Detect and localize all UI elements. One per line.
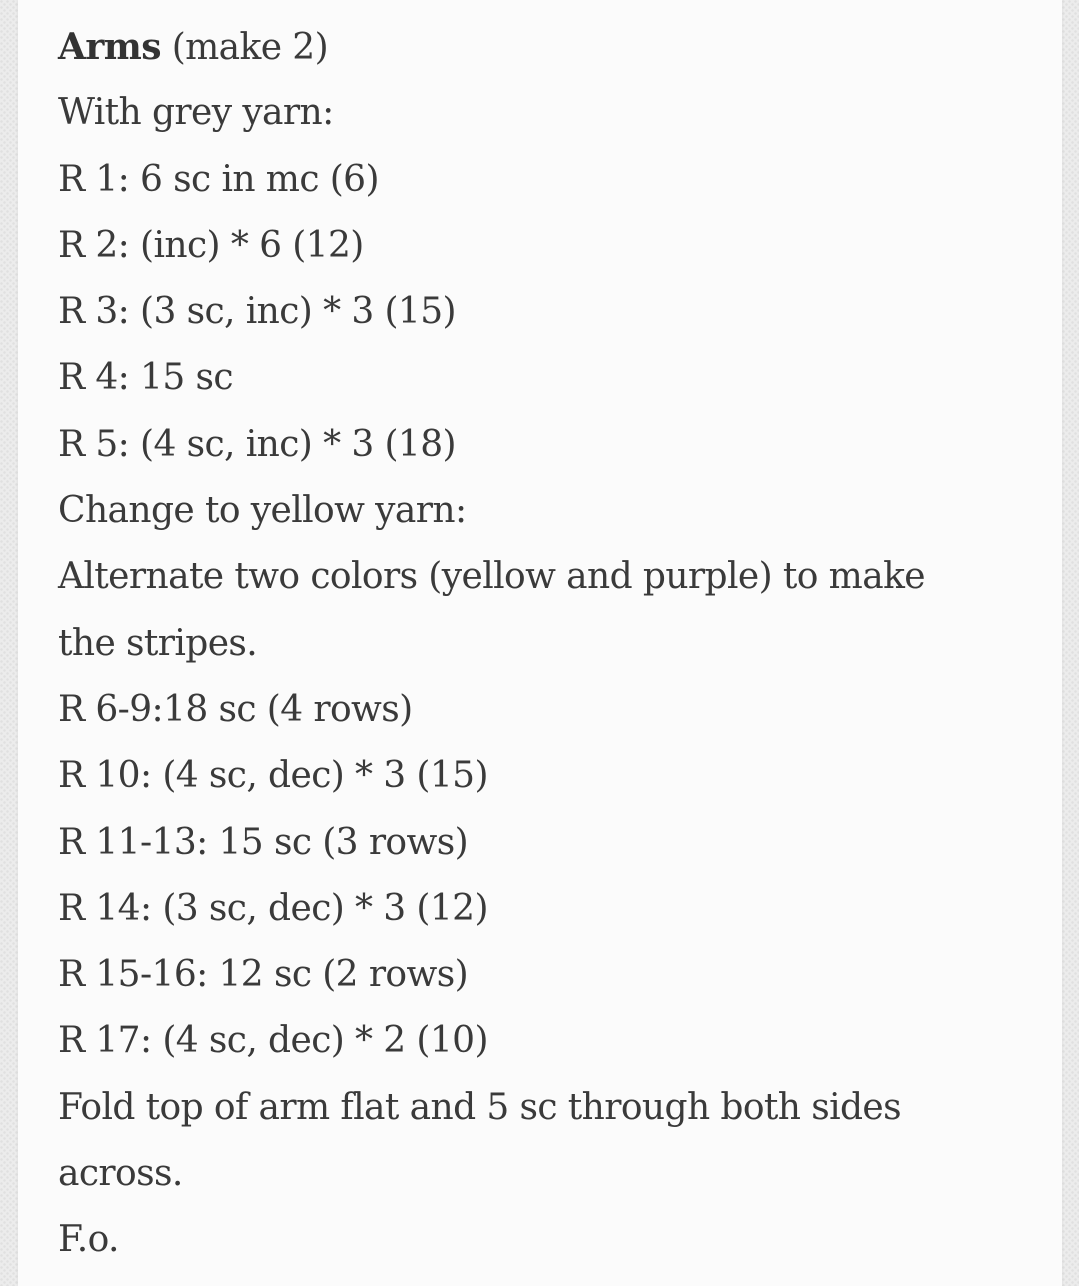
pattern-line: With grey yarn: <box>58 92 334 134</box>
pattern-line: R 4: 15 sc <box>58 357 233 399</box>
pattern-line: the stripes. <box>58 622 258 664</box>
heading-note: (make 2) <box>160 27 329 68</box>
pattern-line: Fold top of arm flat and 5 sc through both sides <box>58 1086 902 1128</box>
pattern-line: R 14: (3 sc, dec) * 3 (12) <box>58 887 488 929</box>
pattern-line: across. <box>58 1153 183 1195</box>
pattern-line: R 15-16: 12 sc (2 rows) <box>58 954 469 996</box>
pattern-line: F.o. <box>58 1219 119 1261</box>
pattern-line: R 10: (4 sc, dec) * 3 (15) <box>58 755 488 797</box>
pattern-line: R 1: 6 sc in mc (6) <box>58 158 379 200</box>
pattern-line: Change to yellow yarn: <box>58 490 467 532</box>
pattern-line: R 6-9:18 sc (4 rows) <box>58 688 413 730</box>
pattern-card <box>18 0 1062 1286</box>
pattern-text <box>58 14 1048 1274</box>
section-heading <box>58 14 1048 80</box>
pattern-line: R 17: (4 sc, dec) * 2 (10) <box>58 1020 488 1062</box>
pattern-line: Alternate two colors (yellow and purple) to make <box>58 556 925 598</box>
pattern-line: R 5: (4 sc, inc) * 3 (18) <box>58 423 456 465</box>
pattern-line: R 3: (3 sc, inc) * 3 (15) <box>58 291 456 333</box>
heading-bold: Arms <box>58 26 161 68</box>
pattern-line: R 2: (inc) * 6 (12) <box>58 224 364 266</box>
pattern-line: R 11-13: 15 sc (3 rows) <box>58 821 469 863</box>
